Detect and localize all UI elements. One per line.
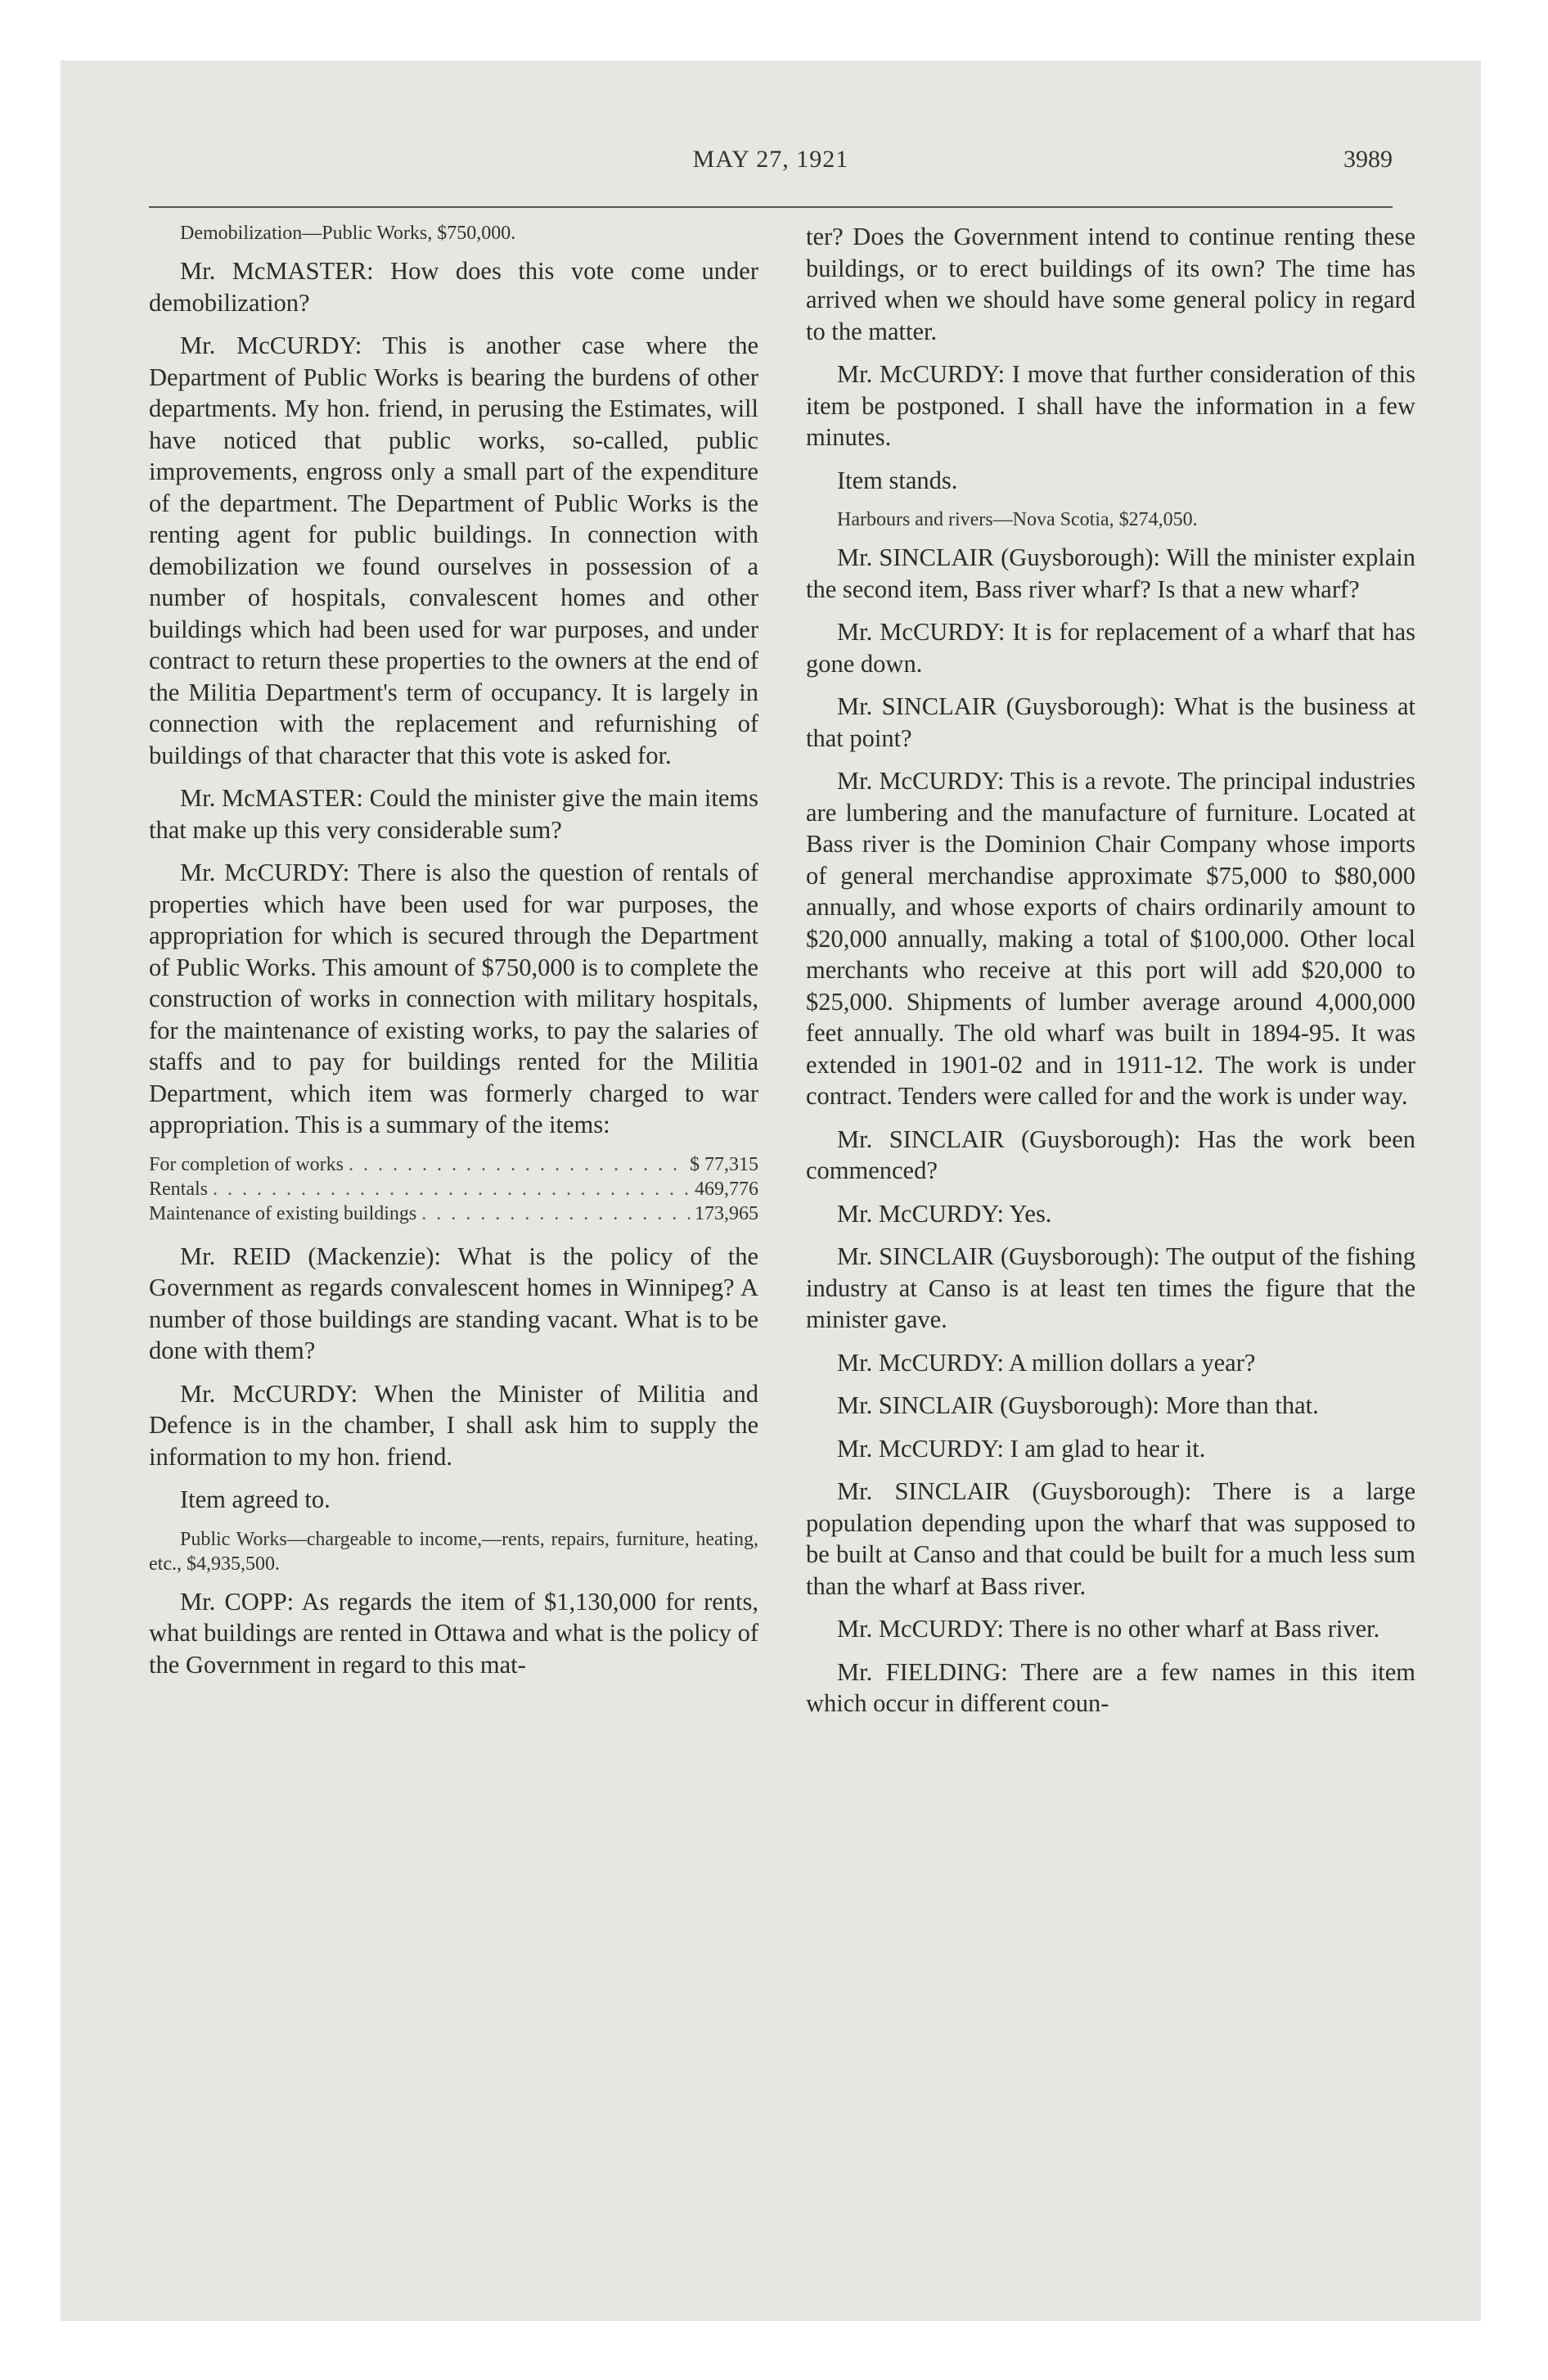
speech-paragraph: Mr. McCURDY: This is another case where the Department of Public Works is bearing the burdens of other departments. My hon. friend, in perusing the Estimates, will have noticed that public works, so-called, public improvements, engross only a small part of the expenditure of the department. The Department of Public Works is the renting agent for public buildings. In connection with demobilization we found ourselves in possession of a number of hospitals, convalescent homes and other buildings which had been used for war purposes, and under contract to return these properties to the owners at the end of the Militia Department's term of occupancy. It is largely in connection with the replacement and refurnishing of buildings of that character that this vote is asked for. bbox=[149, 331, 758, 769]
left-column bbox=[149, 221, 758, 1692]
amount-value: 173,965 bbox=[695, 1202, 758, 1224]
speech-paragraph: Mr. COPP: As regards the item of $1,130,000 for rents, what buildings are rented in Ottawa and what is the policy of the Government in regard to this mat- bbox=[149, 1587, 758, 1679]
speech-paragraph: Mr. McCURDY: Yes. bbox=[837, 1199, 1052, 1228]
speech-paragraph: Mr. SINCLAIR (Guysborough): Has the work been commenced? bbox=[806, 1125, 1415, 1184]
speech-paragraph: Mr. SINCLAIR (Guysborough): The output of the fishing industry at Canso is at least ten times the figure that the minister gave. bbox=[806, 1242, 1415, 1333]
speech-continuation: ter? Does the Government intend to continue renting these buildings, or to erect buildings of its own? The time has arrived when we should have some general policy in regard to the matter. bbox=[806, 223, 1415, 345]
leader-dots bbox=[213, 1177, 690, 1201]
item-heading: Harbours and rivers—Nova Scotia, $274,050. bbox=[837, 509, 1198, 530]
amount-value: 469,776 bbox=[695, 1178, 758, 1200]
item-heading: Demobilization—Public Works, $750,000. bbox=[180, 223, 516, 244]
speech-paragraph: Mr. SINCLAIR (Guysborough): Will the minister explain the second item, Bass river wharf? Is that a new wharf? bbox=[806, 543, 1415, 603]
speech-paragraph: Mr. McCURDY: I am glad to hear it. bbox=[837, 1434, 1206, 1463]
item-stands: Item stands. bbox=[837, 466, 958, 494]
leader-dots bbox=[349, 1152, 685, 1177]
header-page-number: 3989 bbox=[1343, 146, 1393, 173]
amount-label: Rentals bbox=[149, 1178, 208, 1200]
page-header bbox=[149, 146, 1393, 187]
speech-paragraph: Mr. McCURDY: This is a revote. The principal industries are lumbering and the manufacture of furniture. Located at Bass river is the Dominion Chair Company whose imports of general merchandise approximate $75,000 to $80,000 annually, and whose exports of chairs ordinarily amount to $20,000 annually, making a total of $100,000. Other local merchants who receive at this port will add $20,000 to $25,000. Shipments of lumber average around 4,000,000 feet annually. The old wharf was built in 1894-95. It was extended in 1901-02 and in 1911-12. The work is under contract. Tenders were called for and the work is under way. bbox=[806, 767, 1415, 1110]
amount-row bbox=[149, 1201, 758, 1226]
speech-paragraph: Mr. SINCLAIR (Guysborough): What is the business at that point? bbox=[806, 692, 1415, 752]
speech-paragraph: Mr. McMASTER: Could the minister give the main items that make up this very considerable sum? bbox=[149, 784, 758, 844]
speech-paragraph: Mr. McCURDY: I move that further consideration of this item be postponed. I shall have the information in a few minutes. bbox=[806, 360, 1415, 451]
speech-paragraph: Mr. McCURDY: A million dollars a year? bbox=[837, 1348, 1256, 1377]
amount-label: Maintenance of existing buildings bbox=[149, 1202, 417, 1224]
leader-dots bbox=[421, 1201, 690, 1226]
header-date: MAY 27, 1921 bbox=[692, 146, 849, 173]
amount-label: For completion of works bbox=[149, 1153, 344, 1175]
speech-paragraph: Mr. SINCLAIR (Guysborough): There is a large population depending upon the wharf that was supposed to be built at Canso and that could be built for a much less sum than the wharf at Bass river. bbox=[806, 1477, 1415, 1600]
amounts-table bbox=[149, 1152, 758, 1226]
speech-paragraph: Mr. McCURDY: It is for replacement of a wharf that has gone down. bbox=[806, 618, 1415, 678]
amount-row bbox=[149, 1177, 758, 1201]
header-rule bbox=[149, 206, 1393, 208]
item-agreed: Item agreed to. bbox=[180, 1485, 331, 1513]
speech-paragraph: Mr. SINCLAIR (Guysborough): More than that. bbox=[837, 1391, 1319, 1419]
right-column bbox=[806, 221, 1415, 1731]
speech-paragraph: Mr. REID (Mackenzie): What is the policy of the Government as regards convalescent homes in Winnipeg? A number of those buildings are standing vacant. What is to be done with them? bbox=[149, 1242, 758, 1364]
speech-paragraph: Mr. FIELDING: There are a few names in this item which occur in different coun- bbox=[806, 1657, 1415, 1717]
speech-paragraph: Mr. McMASTER: How does this vote come under demobilization? bbox=[149, 257, 758, 317]
speech-paragraph: Mr. McCURDY: There is no other wharf at Bass river. bbox=[837, 1615, 1380, 1643]
item-heading: Public Works—chargeable to income,—rents, repairs, furniture, heating, etc., $4,935,500. bbox=[149, 1528, 758, 1575]
amount-value: $ 77,315 bbox=[690, 1153, 758, 1175]
speech-paragraph: Mr. McCURDY: When the Minister of Militia and Defence is in the chamber, I shall ask him to supply the information to my hon. friend. bbox=[149, 1379, 758, 1471]
amount-row bbox=[149, 1152, 758, 1177]
speech-paragraph: Mr. McCURDY: There is also the question of rentals of properties which have been used for war purposes, the appropriation for which is secured through the Department of Public Works. This amount of $750,000 is to complete the construction of works in connection with military hospitals, for the maintenance of existing works, to pay the salaries of staffs and to pay for buildings rented for the Militia Department, which item was formerly charged to war appropriation. This is a summary of the items: bbox=[149, 859, 758, 1138]
